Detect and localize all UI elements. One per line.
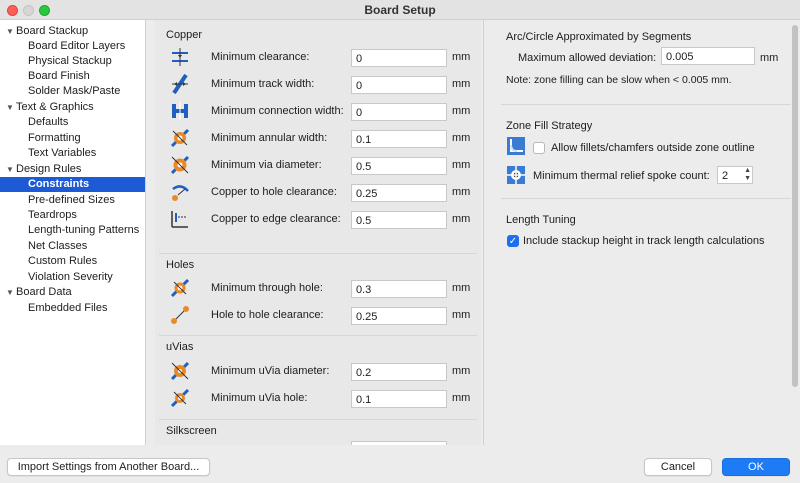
min-uvia-hole-unit: mm (452, 392, 471, 404)
include-stackup-label: Include stackup height in track length calculations (523, 235, 765, 247)
clearance-icon (169, 46, 191, 68)
expand-arrow-icon[interactable]: ▼ (6, 288, 14, 297)
min-annular-width-label: Minimum annular width: (211, 132, 328, 144)
min-uvia-diameter-unit: mm (452, 365, 471, 377)
max-deviation-label: Maximum allowed deviation: (518, 52, 657, 64)
spinner-arrows-icon[interactable]: ▲ ▼ (744, 167, 751, 182)
min-uvia-diameter-input[interactable]: 0.2 (351, 363, 447, 381)
tree-item-physical-stackup[interactable]: Physical Stackup (28, 55, 112, 67)
spoke-count-label: Minimum thermal relief spoke count: (533, 170, 710, 182)
uvia-hole-icon (169, 387, 191, 409)
tree-item-board-stackup[interactable]: ▼ Board Stackup (6, 25, 89, 37)
section-divider (159, 335, 477, 336)
tree-item-formatting[interactable]: Formatting (28, 132, 81, 144)
holes-section-title: Holes (166, 259, 195, 271)
tree-item-embedded-files[interactable]: Embedded Files (28, 302, 108, 314)
uvia-diameter-icon (169, 360, 191, 382)
through-hole-icon (169, 277, 191, 299)
tree-item-constraints[interactable]: Constraints (0, 177, 146, 192)
section-divider (501, 104, 791, 105)
via-diameter-icon (169, 154, 191, 176)
tree-item-board-data[interactable]: ▼ Board Data (6, 286, 72, 298)
min-through-hole-input[interactable]: 0.3 (351, 280, 447, 298)
allow-fillets-checkbox[interactable] (533, 142, 545, 154)
tree-item-design-rules[interactable]: ▼ Design Rules (6, 163, 82, 175)
import-settings-button[interactable]: Import Settings from Another Board... (7, 458, 210, 476)
hole-to-hole-icon (169, 304, 191, 326)
thermal-relief-icon (507, 166, 525, 184)
arc-section-title: Arc/Circle Approximated by Segments (506, 31, 692, 43)
edge-clearance-icon (169, 208, 191, 230)
min-connection-width-unit: mm (452, 105, 471, 117)
tree-item-defaults[interactable]: Defaults (28, 116, 69, 128)
window-title: Board Setup (364, 3, 436, 17)
min-uvia-diameter-label: Minimum uVia diameter: (211, 365, 330, 377)
tree-item-board-finish[interactable]: Board Finish (28, 70, 90, 82)
track-width-icon (169, 73, 191, 95)
section-divider (501, 198, 791, 199)
cancel-button[interactable]: Cancel (644, 458, 712, 476)
copper-edge-clearance-input[interactable]: 0.5 (351, 211, 447, 229)
section-divider (159, 253, 477, 254)
hole-to-hole-clearance-unit: mm (452, 309, 471, 321)
dialog-footer (0, 445, 800, 483)
length-tuning-section-title: Length Tuning (506, 214, 576, 226)
copper-hole-clearance-input[interactable]: 0.25 (351, 184, 447, 202)
connection-width-icon (169, 100, 191, 122)
min-connection-width-input[interactable]: 0 (351, 103, 447, 121)
min-annular-width-input[interactable]: 0.1 (351, 130, 447, 148)
min-annular-width-unit: mm (452, 132, 471, 144)
min-track-width-input[interactable]: 0 (351, 76, 447, 94)
tree-item-length-tuning-patterns[interactable]: Length-tuning Patterns (28, 224, 140, 236)
min-via-diameter-label: Minimum via diameter: (211, 159, 322, 171)
title-bar (0, 0, 800, 20)
spoke-count-spinner[interactable] (717, 166, 753, 184)
tree-item-predefined-sizes[interactable]: Pre-defined Sizes (28, 194, 115, 206)
tree-item-violation-severity[interactable]: Violation Severity (28, 271, 113, 283)
min-through-hole-unit: mm (452, 282, 471, 294)
hole-to-hole-clearance-input[interactable]: 0.25 (351, 307, 447, 325)
min-clearance-label: Minimum clearance: (211, 51, 310, 63)
min-uvia-hole-input[interactable]: 0.1 (351, 390, 447, 408)
panel-divider (483, 20, 484, 445)
ok-button[interactable]: OK (722, 458, 790, 476)
expand-arrow-icon[interactable]: ▼ (6, 27, 14, 36)
tree-item-board-editor-layers[interactable]: Board Editor Layers (28, 40, 126, 52)
constraints-scroll-area[interactable] (155, 20, 481, 445)
copper-hole-clearance-label: Copper to hole clearance: (211, 186, 337, 198)
min-track-width-unit: mm (452, 78, 471, 90)
vertical-scrollbar[interactable] (791, 20, 800, 445)
min-clearance-input[interactable]: 0 (351, 49, 447, 67)
include-stackup-checkbox[interactable]: ✓ (508, 236, 518, 247)
min-via-diameter-unit: mm (452, 159, 471, 171)
max-deviation-unit: mm (760, 52, 779, 64)
tree-item-custom-rules[interactable]: Custom Rules (28, 255, 98, 267)
tree-item-text-variables[interactable]: Text Variables (28, 147, 97, 159)
zone-fill-section-title: Zone Fill Strategy (506, 120, 593, 132)
allow-fillets-label: Allow fillets/chamfers outside zone outline (551, 142, 755, 154)
copper-edge-clearance-unit: mm (452, 213, 471, 225)
tree-item-net-classes[interactable]: Net Classes (28, 240, 88, 252)
tree-item-teardrops[interactable]: Teardrops (28, 209, 77, 221)
copper-hole-clearance-unit: mm (452, 186, 471, 198)
silkscreen-section-title: Silkscreen (166, 425, 217, 437)
hole-to-hole-clearance-label: Hole to hole clearance: (211, 309, 324, 321)
expand-arrow-icon[interactable]: ▼ (6, 165, 14, 174)
min-connection-width-label: Minimum connection width: (211, 105, 344, 117)
max-deviation-input[interactable]: 0.005 (661, 47, 755, 65)
copper-edge-clearance-label: Copper to edge clearance: (211, 213, 341, 225)
tree-item-solder-mask-paste[interactable]: Solder Mask/Paste (28, 85, 121, 97)
settings-tree (0, 20, 146, 445)
constraints-page (147, 20, 800, 445)
copper-section-title: Copper (166, 29, 203, 41)
min-clearance-unit: mm (452, 51, 471, 63)
min-track-width-label: Minimum track width: (211, 78, 315, 90)
scrollbar-thumb[interactable] (792, 25, 798, 387)
annular-width-icon (169, 127, 191, 149)
spoke-count-value: 2 (722, 170, 729, 182)
section-divider (159, 419, 477, 420)
min-uvia-hole-label: Minimum uVia hole: (211, 392, 308, 404)
tree-item-text-graphics[interactable]: ▼ Text & Graphics (6, 101, 94, 113)
uvias-section-title: uVias (166, 341, 194, 353)
expand-arrow-icon[interactable]: ▼ (6, 103, 14, 112)
right-settings-panel (485, 20, 791, 445)
hole-clearance-icon (169, 181, 191, 203)
min-via-diameter-input[interactable]: 0.5 (351, 157, 447, 175)
min-through-hole-label: Minimum through hole: (211, 282, 323, 294)
fillet-icon (507, 137, 525, 155)
zone-fill-note: Note: zone filling can be slow when < 0.005 mm. (506, 74, 732, 86)
